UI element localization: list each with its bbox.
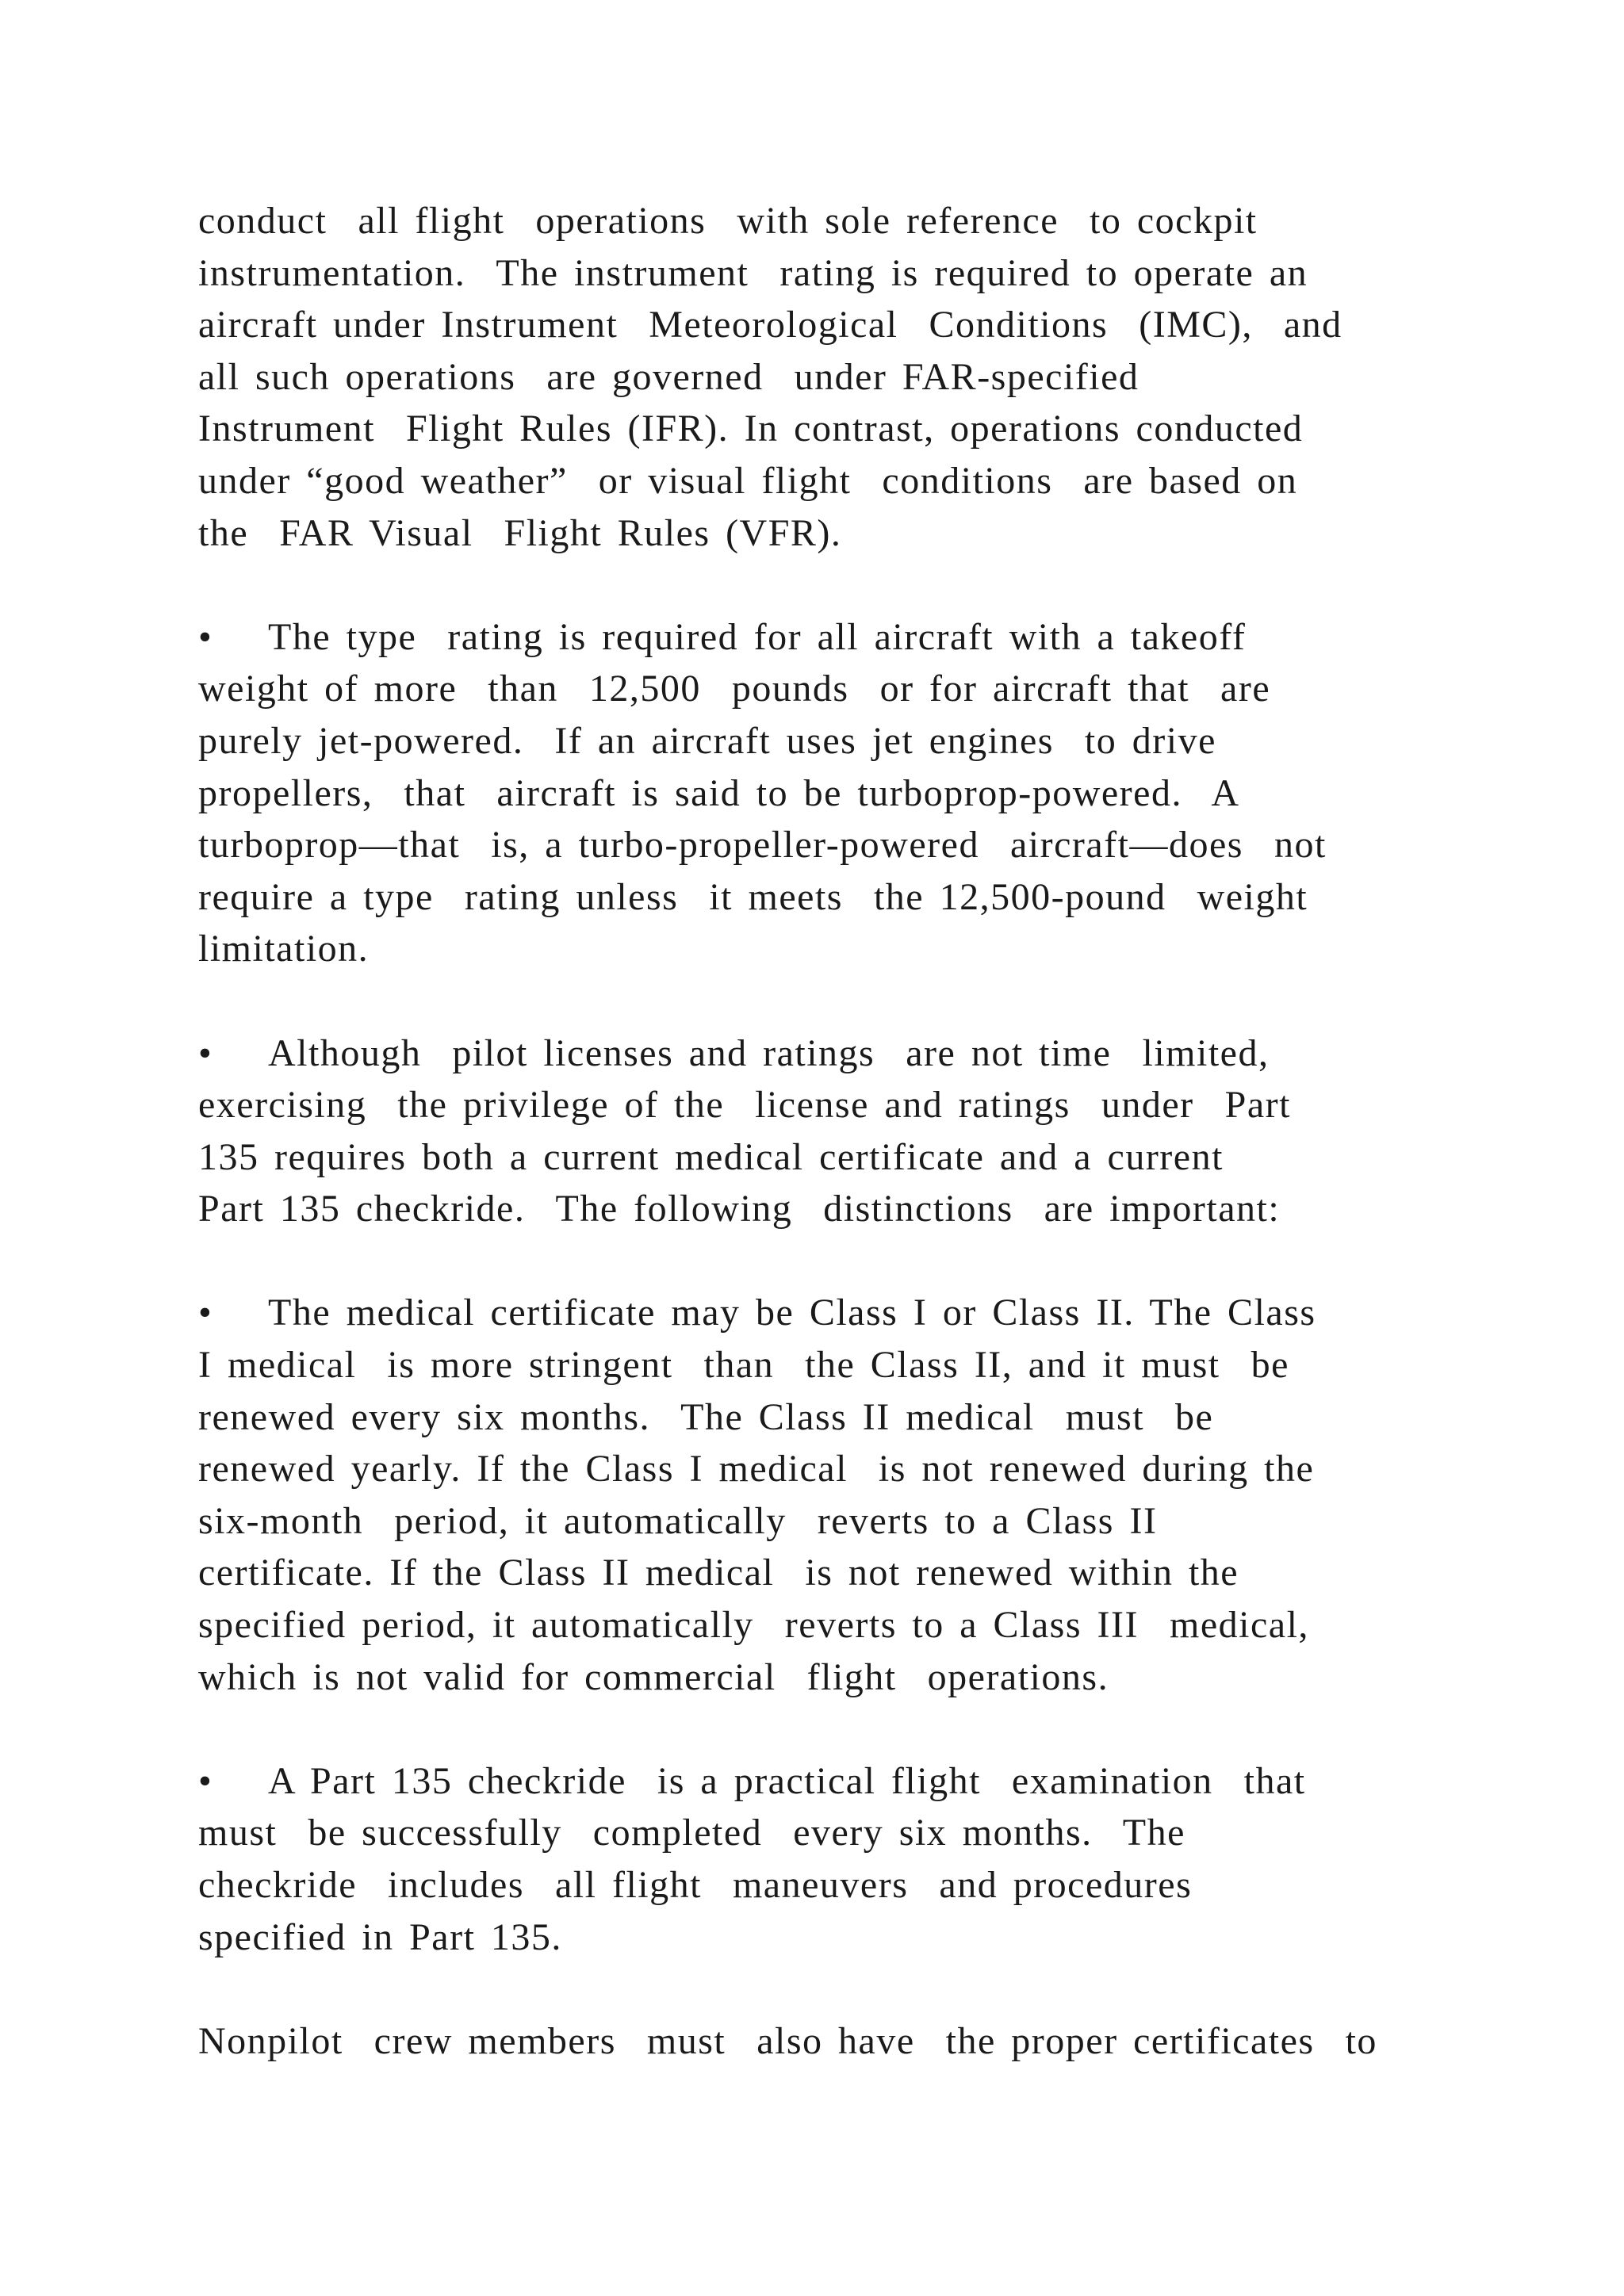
text-line xyxy=(198,611,1515,664)
text-line: limitation. xyxy=(198,928,370,970)
bullet-paragraph-licenses xyxy=(198,1027,1515,1235)
text-line: under “good weather” or visual flight conditions are based on xyxy=(198,459,1298,502)
intro-paragraph xyxy=(198,195,1515,559)
text-line: certificate. If the Class II medical is not renewed within the xyxy=(198,1552,1239,1594)
bullet-paragraph-type-rating xyxy=(198,611,1515,975)
bullet-marker: • xyxy=(198,1031,213,1074)
text-line xyxy=(198,1755,1515,1808)
text-line: I medical is more stringent than the Class II, and it must be xyxy=(198,1344,1289,1387)
paragraph-gap xyxy=(198,1703,1515,1755)
bullet-text: The type rating is required for all aircraft with a takeoff xyxy=(268,615,1247,658)
text-line: renewed every six months. The Class II medical must be xyxy=(198,1395,1214,1438)
text-line xyxy=(198,1027,1515,1080)
paragraph-gap xyxy=(198,559,1515,611)
paragraph-gap xyxy=(198,1963,1515,2015)
bullet-text: A Part 135 checkride is a practical flight examination that xyxy=(268,1759,1306,1802)
text-line: Nonpilot crew members must also have the proper certificates to xyxy=(198,2019,1377,2062)
bullet-paragraph-checkride xyxy=(198,1755,1515,1963)
document-body xyxy=(198,195,1515,2067)
text-line: the FAR Visual Flight Rules (VFR). xyxy=(198,511,842,554)
text-line xyxy=(198,1287,1515,1339)
closing-paragraph xyxy=(198,2015,1515,2068)
paragraph-gap xyxy=(198,975,1515,1027)
text-line: which is not valid for commercial flight operations. xyxy=(198,1655,1109,1698)
text-line: instrumentation. The instrument rating is required to operate an xyxy=(198,251,1308,294)
text-line: require a type rating unless it meets the 12,500-pound weight xyxy=(198,875,1308,918)
text-line: must be successfully completed every six months. The xyxy=(198,1812,1185,1854)
text-line: specified in Part 135. xyxy=(198,1915,562,1958)
text-line: six-month period, it automatically reverts to a Class II xyxy=(198,1499,1158,1542)
bullet-text: Although pilot licenses and ratings are not time limited, xyxy=(268,1031,1270,1074)
text-line: turboprop—that is, a turbo-propeller-powered aircraft—does not xyxy=(198,824,1327,867)
text-line: all such operations are governed under FAR-specified xyxy=(198,355,1139,398)
text-line: renewed yearly. If the Class I medical is not renewed during the xyxy=(198,1448,1315,1490)
text-line: purely jet-powered. If an aircraft uses jet engines to drive xyxy=(198,719,1216,762)
text-line: weight of more than 12,500 pounds or for aircraft that are xyxy=(198,668,1271,710)
text-line: Part 135 checkride. The following distinctions are important: xyxy=(198,1188,1281,1230)
text-line: checkride includes all flight maneuvers and procedures xyxy=(198,1864,1193,1906)
text-line: specified period, it automatically reverts to a Class III medical, xyxy=(198,1604,1309,1647)
text-line: Instrument Flight Rules (IFR). In contrast, operations conducted xyxy=(198,408,1304,450)
bullet-marker: • xyxy=(198,1759,213,1802)
text-line: 135 requires both a current medical certificate and a current xyxy=(198,1135,1224,1178)
text-line: exercising the privilege of the license and ratings under Part xyxy=(198,1084,1291,1127)
bullet-paragraph-medical xyxy=(198,1287,1515,1703)
text-line: propellers, that aircraft is said to be turboprop-powered. A xyxy=(198,771,1240,814)
paragraph-gap xyxy=(198,1235,1515,1288)
bullet-text: The medical certificate may be Class I or Class II. The Class xyxy=(268,1292,1316,1334)
text-line: aircraft under Instrument Meteorological Conditions (IMC), and xyxy=(198,304,1342,346)
bullet-marker: • xyxy=(198,615,213,658)
text-line: conduct all flight operations with sole reference to cockpit xyxy=(198,200,1258,242)
bullet-marker: • xyxy=(198,1292,213,1334)
